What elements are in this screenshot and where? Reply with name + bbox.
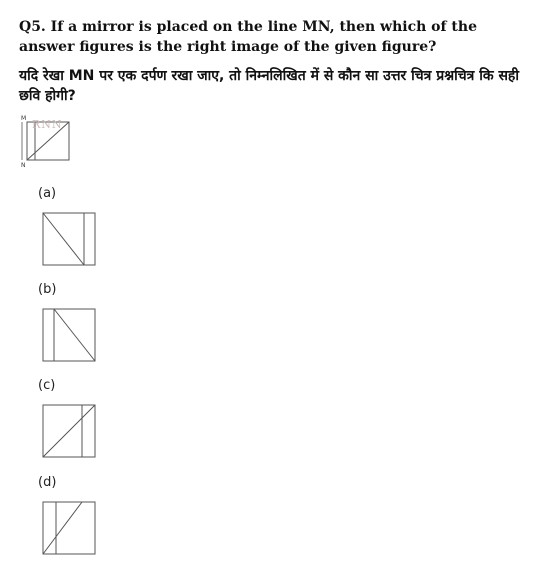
question-text-hindi: यदि रेखा MN पर एक दर्पण रखा जाए, तो निम्नलिखित में से कौन सा उत्तर चित्र प्रश्नचित्र कि सही छवि होगी?: [19, 68, 519, 104]
option-a-figure[interactable]: [42, 212, 96, 266]
mirror-label-n: N: [21, 162, 26, 169]
option-b-figure[interactable]: [42, 308, 96, 362]
option-a-label: (a): [38, 186, 57, 201]
option-b-label: (b): [38, 282, 57, 297]
option-d-label: (d): [38, 475, 57, 490]
option-c-label: (c): [38, 378, 56, 393]
watermark-logo: RNN: [32, 118, 63, 131]
option-d-figure[interactable]: [42, 501, 96, 555]
question-text-english: Q5. If a mirror is placed on the line MN, then which of the answer figures is the right image of the given figure?: [19, 19, 477, 55]
option-c-figure[interactable]: [42, 404, 96, 458]
mirror-label-m: M: [21, 115, 27, 122]
